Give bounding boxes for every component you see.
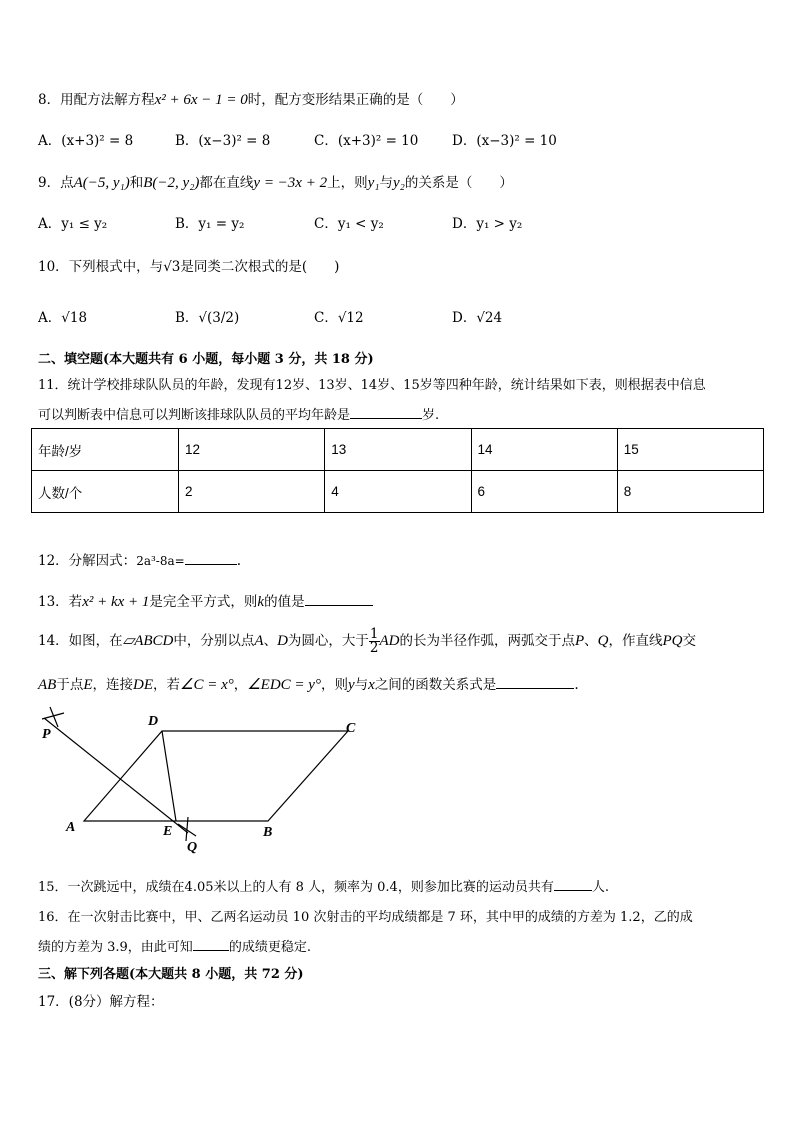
q16-line2: 绩的方差为 3.9，由此可知 的成绩更稳定. xyxy=(38,940,311,955)
q14-line2: AB于点E，连接DE，若∠C = x°，∠EDC = y°，则y与x之间的函数关系式是 . xyxy=(38,677,579,693)
q15-answer-blank[interactable] xyxy=(554,889,592,891)
table-cell: 13 xyxy=(325,429,471,471)
q9-option-a[interactable]: A．y₁ ≤ y₂ xyxy=(38,216,108,232)
q8-equation: x² + 6x − 1 = 0 xyxy=(154,92,248,108)
section-3-heading: 三、解下列各题(本大题共 8 小题，共 72 分) xyxy=(38,967,304,982)
q12-stem: 12．分解因式：2a³-8a= . xyxy=(38,553,241,569)
label-p: P xyxy=(42,727,51,742)
label-c: C xyxy=(346,721,356,736)
q12-answer-blank[interactable] xyxy=(185,563,237,565)
q9-stem: 9．点A(−5, y₁)和B(−2, y₂)都在直线y = −3x + 2上，则y₁与y₂的关系是（ ） xyxy=(38,175,513,191)
label-q: Q xyxy=(187,840,198,855)
q9-option-d[interactable]: D．y₁ > y₂ xyxy=(452,216,523,232)
q8-option-c[interactable]: C．(x+3)² = 10 xyxy=(314,133,419,149)
q8-option-d[interactable]: D．(x−3)² = 10 xyxy=(452,133,557,149)
q10-radical: √3 xyxy=(163,259,181,275)
segment-de xyxy=(162,731,176,821)
q8-option-b[interactable]: B．(x−3)² = 8 xyxy=(175,133,271,149)
table-cell: 2 xyxy=(179,471,325,513)
q13-answer-blank[interactable] xyxy=(305,604,373,606)
q14-line1: 14．如图，在▱ABCD中，分别以点A、D为圆心，大于 $\frac{1}{2}$ AD的长为半径作弧，两弧交于点P、Q，作直线PQ交 xyxy=(38,626,697,656)
table-cell: 6 xyxy=(471,471,617,513)
q14-fraction: $\frac{1}{2}$ xyxy=(369,626,379,656)
table-cell: 15 xyxy=(617,429,763,471)
line-pq xyxy=(44,718,188,833)
parallelogram-abcd xyxy=(84,731,348,821)
q11-answer-blank[interactable] xyxy=(350,417,422,419)
label-e: E xyxy=(163,824,173,839)
table-row xyxy=(32,429,764,471)
parallelogram-figure xyxy=(30,705,370,865)
arc-mark-p xyxy=(42,707,64,727)
q17-stem: 17．(8分）解方程： xyxy=(38,994,164,1010)
table-cell: 8 xyxy=(617,471,763,513)
label-b: B xyxy=(263,825,273,840)
table-cell: 4 xyxy=(325,471,471,513)
q10-option-c[interactable]: C．√12 xyxy=(314,310,364,326)
label-a: A xyxy=(66,820,76,835)
q9-option-c[interactable]: C．y₁ < y₂ xyxy=(314,216,384,232)
q16-answer-blank[interactable] xyxy=(193,949,229,951)
table-cell: 12 xyxy=(179,429,325,471)
q13-stem: 13．若x² + kx + 1是完全平方式，则k的值是 xyxy=(38,590,373,611)
table-header-age: 年龄/岁 xyxy=(32,429,179,471)
q8-option-a[interactable]: A．(x+3)² = 8 xyxy=(38,133,134,149)
label-d: D xyxy=(148,714,159,729)
section-2-heading: 二、填空题(本大题共有 6 小题，每小题 3 分，共 18 分) xyxy=(38,352,374,367)
q14-answer-blank[interactable] xyxy=(496,687,574,689)
table-header-count: 人数/个 xyxy=(32,471,179,513)
q11-line1: 11．统计学校排球队队员的年龄，发现有12岁、13岁、14岁、15岁等四种年龄，统计结果如下表，则根据表中信息 xyxy=(38,378,706,393)
q9-option-b[interactable]: B．y₁ = y₂ xyxy=(175,216,245,232)
q11-table xyxy=(31,428,764,513)
table-row xyxy=(32,471,764,513)
table-cell: 14 xyxy=(471,429,617,471)
q10-option-b[interactable]: B．√(3/2) xyxy=(175,310,240,326)
q10-option-d[interactable]: D．√24 xyxy=(452,310,503,326)
q10-stem: 10．下列根式中，与√3是同类二次根式的是( ) xyxy=(38,259,340,275)
q10-option-a[interactable]: A．√18 xyxy=(38,310,88,326)
q16-line1: 16．在一次射击比赛中，甲、乙两名运动员 10 次射击的平均成绩都是 7 环，其中甲的成绩的方差为 1.2，乙的成 xyxy=(38,910,693,925)
q11-line2: 可以判断表中信息可以判断该排球队队员的平均年龄是 岁. xyxy=(38,408,440,423)
q15-stem: 15．一次跳远中，成绩在4.05米以上的人有 8 人，频率为 0.4，则参加比赛的运动员共有 人. xyxy=(38,880,609,895)
q8-stem: 8．用配方法解方程x² + 6x − 1 = 0时，配方变形结果正确的是（ ） xyxy=(38,92,464,108)
